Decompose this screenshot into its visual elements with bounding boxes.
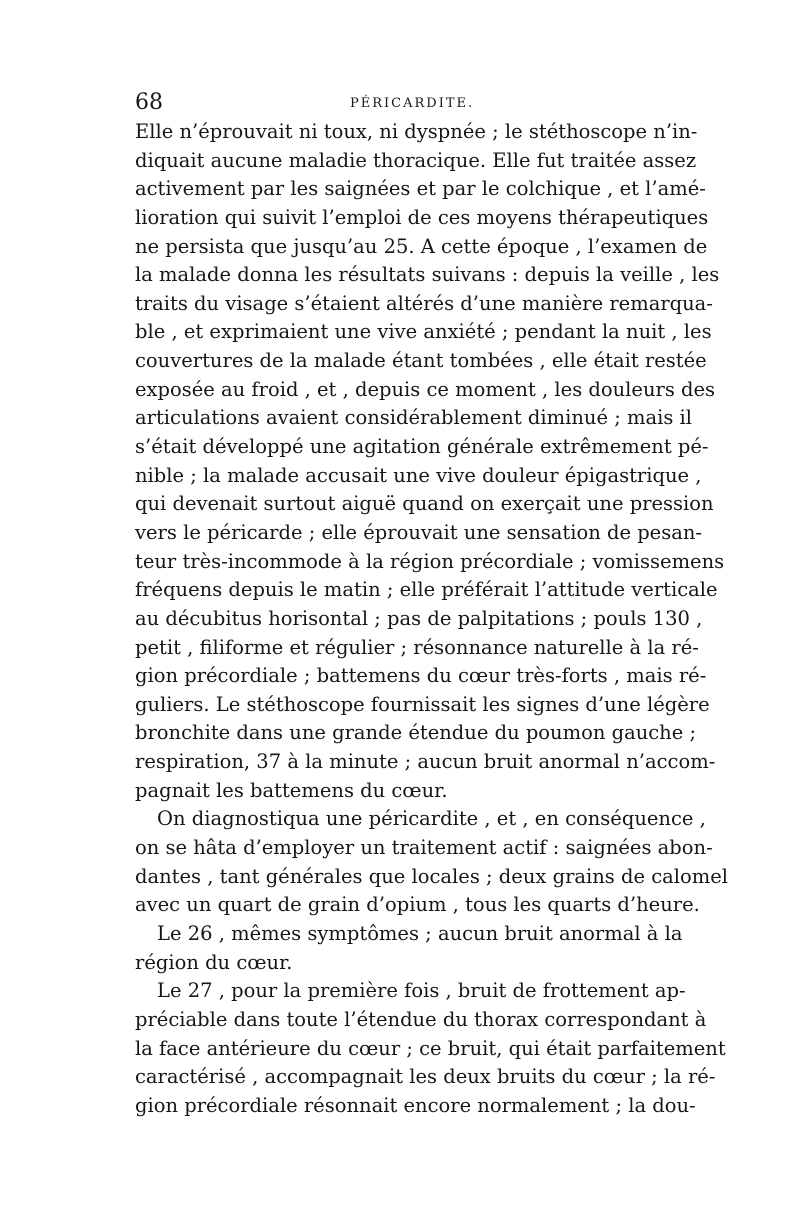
text-line: avec un quart de grain d’opium , tous les quarts d’heure. — [135, 893, 700, 917]
text-line: respiration, 37 à la minute ; aucun bruit anormal n’accom- — [135, 750, 716, 774]
text-line: au décubitus horisontal ; pas de palpitations ; pouls 130 , — [135, 606, 703, 630]
text-line: guliers. Le stéthoscope fournissait les signes d’une légère — [135, 692, 710, 716]
text-line: vers le péricarde ; elle éprouvait une sensation de pesan- — [135, 520, 702, 544]
page-header — [135, 88, 670, 118]
paragraph — [135, 977, 726, 1120]
text-line: petit , filiforme et régulier ; résonnance naturelle à la ré- — [135, 635, 699, 659]
paragraph — [135, 118, 725, 805]
body-text — [135, 118, 729, 1120]
text-line: ble , et exprimaient une vive anxiété ; pendant la nuit , les — [135, 320, 712, 344]
text-line: teur très-incommode à la région précordiale ; vomissemens — [135, 549, 725, 573]
text-line: articulations avaient considérablement diminué ; mais il — [135, 406, 692, 430]
text-line: exposée au froid , et , depuis ce moment , les douleurs des — [135, 377, 716, 401]
text-line: fréquens depuis le matin ; elle préférait l’attitude verticale — [135, 578, 718, 602]
paragraph — [135, 805, 729, 920]
text-line: on se hâta d’employer un traitement actif : saignées abon- — [135, 836, 713, 860]
text-line: activement par les saignées et par le colchique , et l’amé- — [135, 177, 706, 201]
text-line: ne persista que jusqu’au 25. A cette époque , l’examen de — [135, 234, 708, 258]
text-line: nible ; la malade accusait une vive douleur épigastrique , — [135, 463, 702, 487]
text-line: préciable dans toute l’étendue du thorax correspondant à — [135, 1007, 707, 1031]
text-line: gion précordiale ; battemens du cœur très-forts , mais ré- — [135, 664, 707, 688]
page-number: 68 — [135, 90, 163, 115]
text-line: bronchite dans une grande étendue du poumon gauche ; — [135, 721, 697, 745]
text-line: la face antérieure du cœur ; ce bruit, qui était parfaitement — [135, 1036, 726, 1060]
text-line: Le 26 , mêmes symptômes ; aucun bruit anormal à la — [157, 921, 683, 945]
text-line: gion précordiale résonnait encore normalement ; la dou- — [135, 1093, 696, 1117]
text-line: couvertures de la malade étant tombées , elle était restée — [135, 349, 707, 373]
text-line: la malade donna les résultats suivans : depuis la veille , les — [135, 263, 720, 287]
text-line: région du cœur. — [135, 950, 293, 974]
text-line: caractérisé , accompagnait les deux bruits du cœur ; la ré- — [135, 1065, 716, 1089]
text-line: Elle n’éprouvait ni toux, ni dyspnée ; le stéthoscope n’in- — [135, 120, 698, 143]
text-line: lioration qui suivit l’emploi de ces moyens thérapeutiques — [135, 205, 709, 229]
text-line: traits du visage s’étaient altérés d’une manière remarqua- — [135, 291, 713, 315]
paragraph — [135, 920, 683, 977]
text-line: diquait aucune maladie thoracique. Elle fut traitée assez — [135, 148, 697, 172]
text-line: pagnait les battemens du cœur. — [135, 778, 448, 802]
running-title: PÉRICARDITE. — [350, 96, 475, 111]
text-line: s’était développé une agitation générale extrêmement pé- — [135, 435, 709, 459]
text-line: qui devenait surtout aiguë quand on exerçait une pression — [135, 492, 714, 516]
text-line: On diagnostiqua une péricardite , et , en conséquence , — [157, 807, 706, 831]
text-line: dantes , tant générales que locales ; deux grains de calomel — [135, 864, 729, 888]
text-line: Le 27 , pour la première fois , bruit de frottement ap- — [157, 979, 686, 1003]
